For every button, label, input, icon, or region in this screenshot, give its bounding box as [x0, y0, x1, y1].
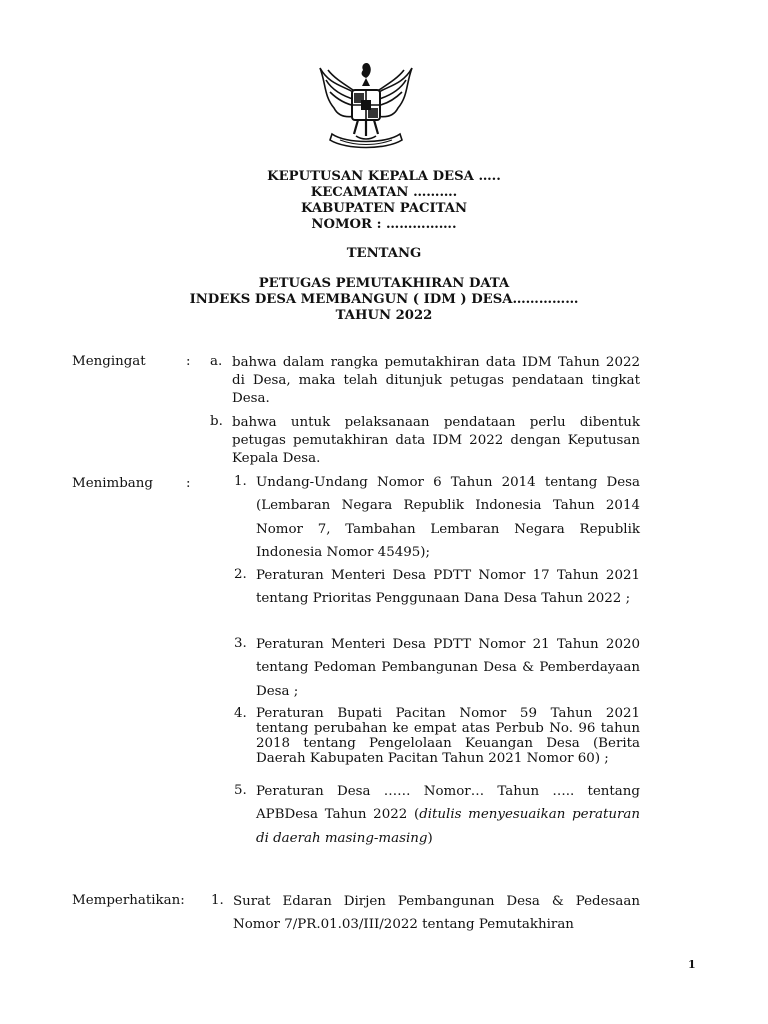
mengingat-item-a-mark: a.: [210, 354, 223, 369]
menimbang-item-5-text: [256, 780, 640, 850]
memperhatikan-label: Memperhatikan:: [72, 893, 185, 908]
decree-title-line3: KABUPATEN PACITAN: [300, 201, 467, 216]
menimbang-item-5-mark: 5.: [234, 783, 247, 798]
menimbang-item-4-mark: 4.: [234, 706, 247, 721]
mengingat-label: Mengingat: [72, 354, 146, 369]
subject-line3: TAHUN 2022: [335, 308, 433, 323]
subject-line2: INDEKS DESA MEMBANGUN ( IDM ) DESA……………: [189, 292, 579, 307]
menimbang-label: Menimbang: [72, 476, 153, 491]
menimbang-item-2-mark: 2.: [234, 567, 247, 582]
menimbang-item-3-mark: 3.: [234, 636, 247, 651]
mengingat-colon: :: [186, 354, 191, 369]
item-5-end: ): [427, 830, 433, 846]
mengingat-item-b-mark: b.: [210, 414, 223, 429]
menimbang-item-1-text: Undang-Undang Nomor 6 Tahun 2014 tentang Desa (Lembaran Negara Republik Indonesia Tahun 2014 Nomor 7, Tambahan Lembaran Negara Republik Indonesia Nomor 45495);: [256, 475, 640, 560]
decree-number: NOMOR : …………….: [311, 217, 457, 232]
item-5-plain: Peraturan Desa …… Nomor… Tahun ….. tentang APBDesa Tahun 2022 (: [256, 784, 640, 823]
subject-line1: PETUGAS PEMUTAKHIRAN DATA: [258, 276, 510, 291]
menimbang-item-2-text: Peraturan Menteri Desa PDTT Nomor 17 Tahun 2021 tentang Prioritas Penggunaan Dana Desa Tahun 2022 ;: [256, 568, 640, 607]
memperhatikan-item-1-text: Surat Edaran Dirjen Pembangunan Desa & Pedesaan Nomor 7/PR.01.03/III/2022 tentang Pemutakhiran: [233, 894, 640, 933]
memperhatikan-item-1-mark: 1.: [211, 893, 224, 908]
garuda-emblem: [316, 56, 416, 150]
menimbang-item-1-mark: 1.: [234, 474, 247, 489]
menimbang-item-3-text: Peraturan Menteri Desa PDTT Nomor 21 Tahun 2020 tentang Pedoman Pembangunan Desa & Pemberdayaan Desa ;: [256, 637, 640, 699]
menimbang-colon: :: [186, 476, 191, 491]
tentang-heading: TENTANG: [346, 246, 422, 261]
menimbang-item-4-text: Peraturan Bupati Pacitan Nomor 59 Tahun 2021 tentang perubahan ke empat atas Perbub No. 96 tahun 2018 tentang Pengelolaan Keuangan Desa (Berita Daerah Kabupaten Pacitan Tahun 2021 Nomor 60) ;: [256, 706, 640, 766]
decree-title-line2: KECAMATAN ……….: [310, 185, 458, 200]
item-5-italic-note: ditulis menyesuaikan peraturan di daerah masing-masing: [256, 807, 640, 846]
mengingat-item-b-text: bahwa untuk pelaksanaan pendataan perlu dibentuk petugas pemutakhiran data IDM 2022 dengan Keputusan Kepala Desa.: [232, 415, 640, 466]
decree-title-line1: KEPUTUSAN KEPALA DESA …..: [267, 169, 501, 184]
mengingat-item-a-text: bahwa dalam rangka pemutakhiran data IDM Tahun 2022 di Desa, maka telah ditunjuk petugas pendataan tingkat Desa.: [232, 355, 640, 406]
page-number: 1: [688, 958, 696, 971]
